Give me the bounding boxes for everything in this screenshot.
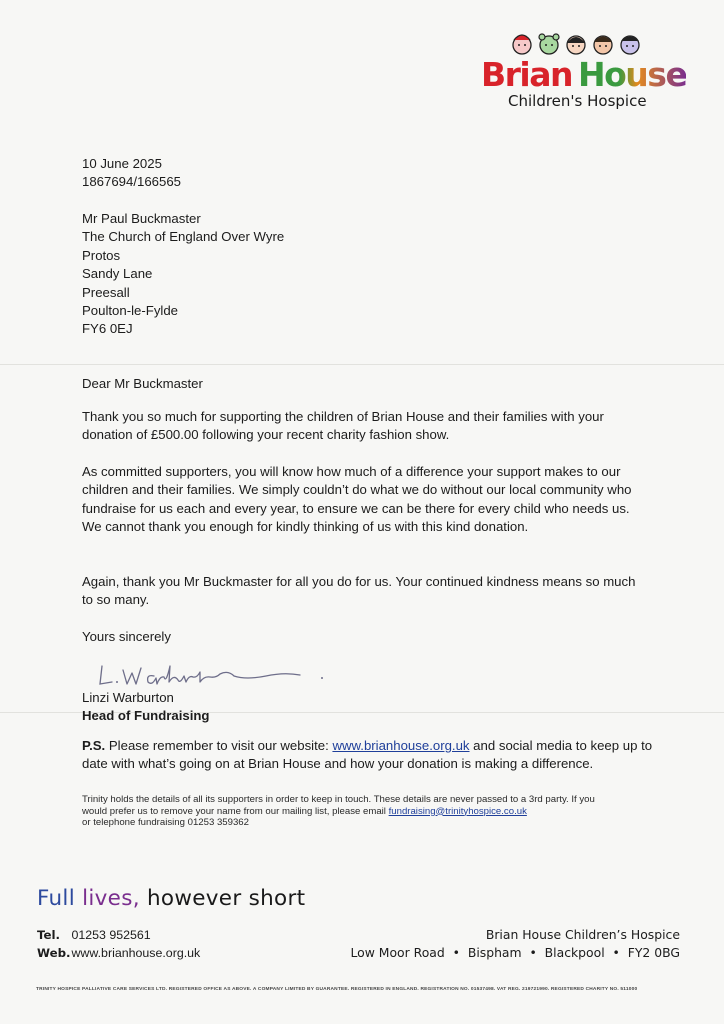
legal-footer: TRINITY HOSPICE PALLIATIVE CARE SERVICES LTD. REGISTERED OFFICE AS ABOVE. A COMPANY LIMITED BY GUARANTEE. REGISTERED IN ENGLAND. REGISTRATION NO. 01537498. VAT REG. 219721990. REGISTERED CHARITY NO. 511000 bbox=[36, 987, 638, 992]
tagline-rest: however short bbox=[146, 886, 306, 911]
contact-web bbox=[37, 946, 200, 960]
body-paragraph: Thank you so much for supporting the children of Brian House and their families with your donation of £500.00 following your recent charity fashion show. bbox=[82, 409, 604, 443]
web-label: Web. bbox=[37, 946, 71, 960]
address-line: Sandy Lane bbox=[82, 266, 153, 282]
logo-word-brian: Brian bbox=[481, 55, 573, 94]
letter-date: 10 June 2025 bbox=[82, 156, 162, 171]
privacy-line: Trinity holds the details of all its supporters in order to keep in touch. These details are never passed to a 3rd party. If you bbox=[82, 794, 595, 805]
tagline-full: Full bbox=[37, 886, 75, 911]
logo-word-house: House bbox=[578, 55, 687, 94]
logo-subtitle: Children's Hospice bbox=[508, 92, 647, 110]
ps-label: P.S. bbox=[82, 738, 106, 753]
address-line: Poulton-le-Fylde bbox=[82, 303, 179, 319]
logo-wordmark bbox=[481, 55, 687, 94]
website-link[interactable]: www.brianhouse.org.uk bbox=[332, 738, 470, 753]
address-line: The Church of England Over Wyre bbox=[82, 229, 285, 245]
brian-house-logo bbox=[478, 28, 687, 114]
letter-reference: 1867694/166565 bbox=[82, 174, 182, 189]
address-line: FY6 0EJ bbox=[82, 321, 133, 337]
address-line: Protos bbox=[82, 247, 121, 263]
signer-name: Linzi Warburton bbox=[82, 690, 174, 705]
postscript bbox=[82, 737, 653, 774]
privacy-line: would prefer us to remove your name from our mailing list, please email bbox=[82, 805, 389, 817]
paper-fold-line bbox=[0, 364, 724, 365]
signer-title: Head of Fundraising bbox=[82, 708, 210, 723]
address-line: Preesall bbox=[82, 284, 130, 300]
children-faces-icon bbox=[508, 28, 658, 56]
ps-text: and social media to keep up to bbox=[469, 738, 653, 753]
body-paragraph: As committed supporters, you will know how much of a difference your support makes to our children and their families. We simply couldn’t do what we do without our local community who fundraise for us each and every year, to ensure we can be there for every child who needs us. We cannot thank you enough for kindly thinking of us with this kind donation. bbox=[82, 464, 632, 535]
tel-label: Tel. bbox=[37, 928, 61, 942]
privacy-notice bbox=[82, 794, 642, 829]
ps-text: date with what’s going on at Brian House and how your donation is making a difference. bbox=[82, 756, 594, 772]
privacy-line: or telephone fundraising 01253 359362 bbox=[82, 817, 249, 829]
org-name: Brian House Children’s Hospice bbox=[485, 927, 680, 942]
fundraising-email-link[interactable]: fundraising@trinityhospice.co.uk bbox=[388, 805, 527, 817]
ps-text: Please remember to visit our website: bbox=[105, 738, 333, 753]
tel-number: 01253 952561 bbox=[71, 928, 151, 942]
body-paragraph: Again, thank you Mr Buckmaster for all you do for us. Your continued kindness means so much to so many. bbox=[82, 574, 636, 608]
closing: Yours sincerely bbox=[82, 629, 171, 644]
address-line: Mr Paul Buckmaster bbox=[82, 211, 201, 226]
tagline bbox=[37, 886, 305, 911]
salutation: Dear Mr Buckmaster bbox=[82, 376, 203, 391]
web-address: www.brianhouse.org.uk bbox=[71, 946, 201, 960]
recipient-address bbox=[82, 210, 284, 339]
tagline-lives: lives, bbox=[82, 886, 140, 911]
org-address: Low Moor Road • Bispham • Blackpool • FY2 0BG bbox=[350, 945, 680, 960]
contact-tel bbox=[37, 928, 151, 942]
